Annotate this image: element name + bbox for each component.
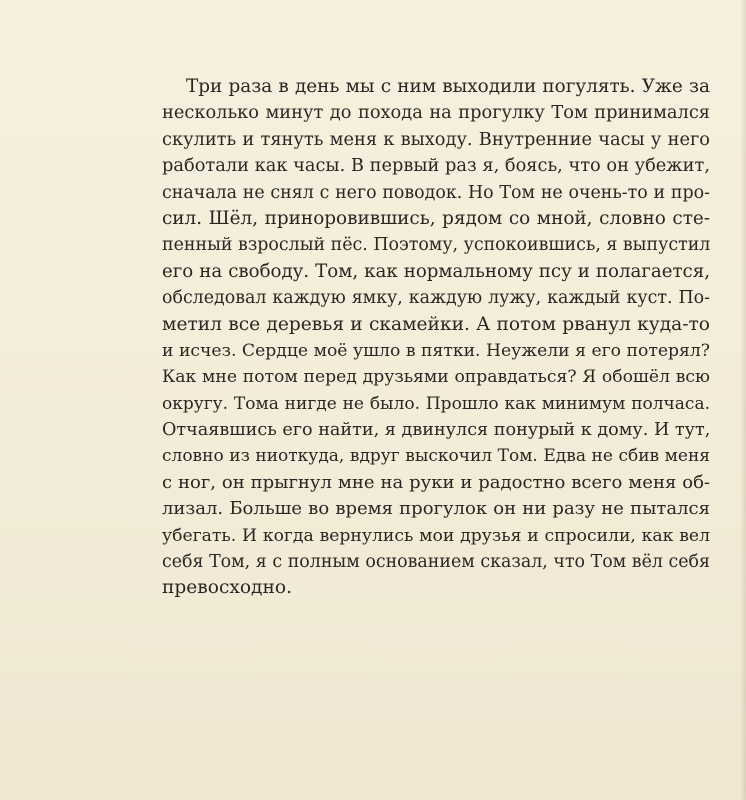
text-line: Три раза в день мы с ним выходили погулять. Уже за — [186, 76, 710, 97]
text-line: лизал. Больше во время прогулок он ни разу не пытался — [162, 498, 710, 520]
text-line: скулить и тянуть меня к выходу. Внутренние часы у него — [162, 128, 710, 150]
text-line: словно из ниоткуда, вдруг выскочил Том. Едва не сбив меня — [162, 446, 710, 467]
text-line: себя Том, я с полным основанием сказал, что Том вёл себя — [162, 552, 710, 573]
text-line: с ног, он прыгнул мне на руки и радостно всего меня об- — [162, 471, 710, 493]
story-paragraph — [162, 74, 710, 602]
text-line: сначала не снял с него поводок. Но Том не очень-то и про- — [162, 182, 710, 203]
text-line: пенный взрослый пёс. Поэтому, успокоившись, я выпустил — [162, 235, 711, 256]
text-line: убегать. И когда вернулись мои друзья и спросили, как вел — [162, 525, 710, 546]
text-line: сил. Шёл, приноровившись, рядом со мной, словно сте- — [162, 207, 710, 229]
text-line: Отчаявшись его найти, я двинулся понурый к дому. И тут, — [162, 420, 711, 441]
text-line: работали как часы. В первый раз я, боясь, что он убежит, — [162, 155, 710, 177]
text-line: его на свободу. Том, как нормальному псу и полагается, — [162, 260, 710, 282]
page-edge-shadow — [740, 0, 746, 800]
text-line: и исчез. Сердце моё ушло в пятки. Неужели я его потерял? — [162, 340, 710, 361]
text-line: метил все деревья и скамейки. А потом рванул куда-то — [162, 313, 710, 335]
text-line: несколько минут до похода на прогулку Том принимался — [162, 102, 710, 124]
text-line: Как мне потом перед друзьями оправдаться? Я обошёл всю — [162, 367, 710, 388]
text-line: обследовал каждую ямку, каждую лужу, каждый куст. По- — [162, 288, 710, 309]
text-line: округу. Тома нигде не было. Прошло как минимум полчаса. — [162, 393, 710, 414]
text-line: превосходно. — [162, 577, 293, 599]
